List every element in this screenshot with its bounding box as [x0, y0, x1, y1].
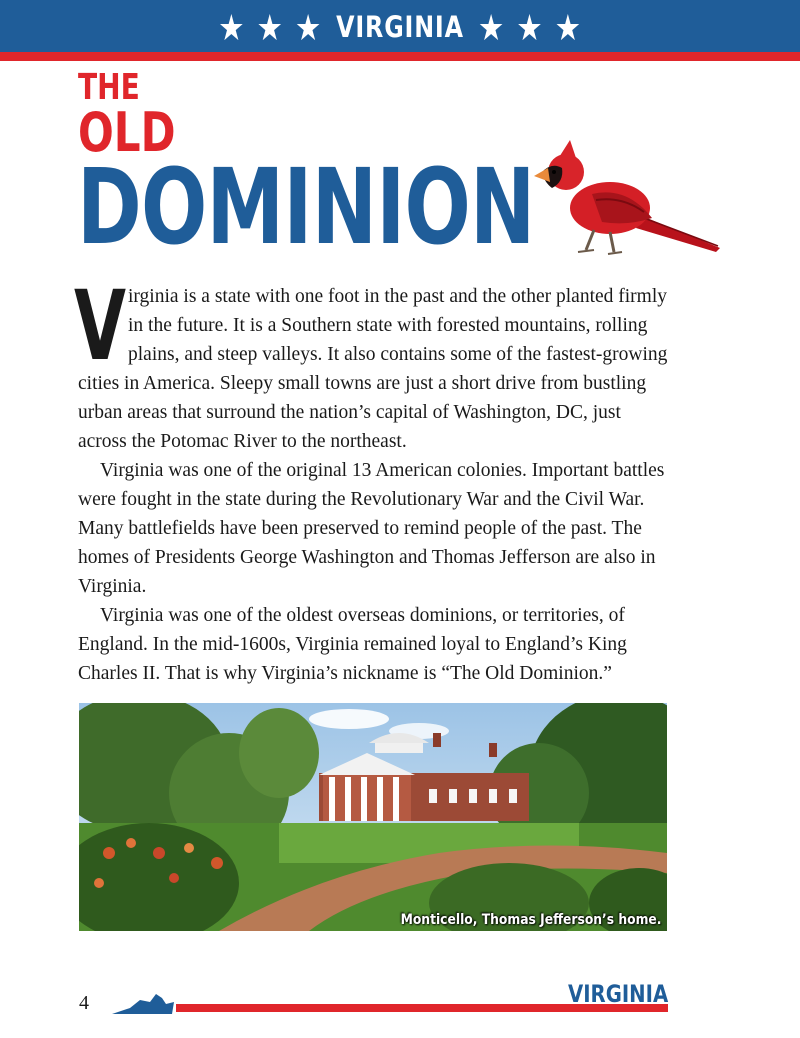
page-number: 4	[79, 992, 89, 1014]
banner-title: VIRGINIA	[336, 10, 464, 44]
cardinal-bird	[532, 138, 724, 258]
photo-caption: Monticello, Thomas Jefferson’s home.	[400, 912, 661, 928]
banner-title-row	[72, 8, 728, 49]
top-banner-stripe	[0, 52, 800, 61]
paragraph-1	[78, 282, 668, 456]
virginia-map-icon	[110, 990, 176, 1016]
monticello-illustration	[79, 703, 667, 931]
drop-cap: V	[74, 270, 127, 382]
heading-old: OLD	[78, 101, 176, 164]
body-text	[78, 282, 668, 688]
paragraph-2: Virginia was one of the original 13 American colonies. Important battles were fought in the state during the Revolutionary War and the Civil War. Many battlefields have been preserved to remind people of the past. The homes of Presidents George Washington and Thomas Jefferson are also in Virginia.	[78, 460, 665, 597]
footer-label: VIRGINIA	[567, 980, 668, 1008]
star-icon-group-left: ★ ★ ★	[218, 8, 323, 49]
heading-dominion: DOMINION	[77, 146, 535, 268]
star-icon-group-right: ★ ★ ★	[477, 8, 582, 49]
paragraph-1-text: irginia is a state with one foot in the past and the other planted firmly in the future. It is a Southern state with forested mountains, rolling plains, and steep valleys. It also contains some of the fastest-growing cities in America. Sleepy small towns are just a short drive from bustling urban areas that surround the nation’s capital of Washington, DC, just across the Potomac River to the northeast.	[78, 286, 668, 452]
monticello-photo	[79, 703, 667, 931]
paragraph-3: Virginia was one of the oldest overseas dominions, or territories, of England. In the mid-1600s, Virginia remained loyal to England’s King Charles II. That is why Virginia’s nickname is “The Old Dominion.”	[78, 605, 627, 684]
heading-the: THE	[78, 67, 140, 108]
